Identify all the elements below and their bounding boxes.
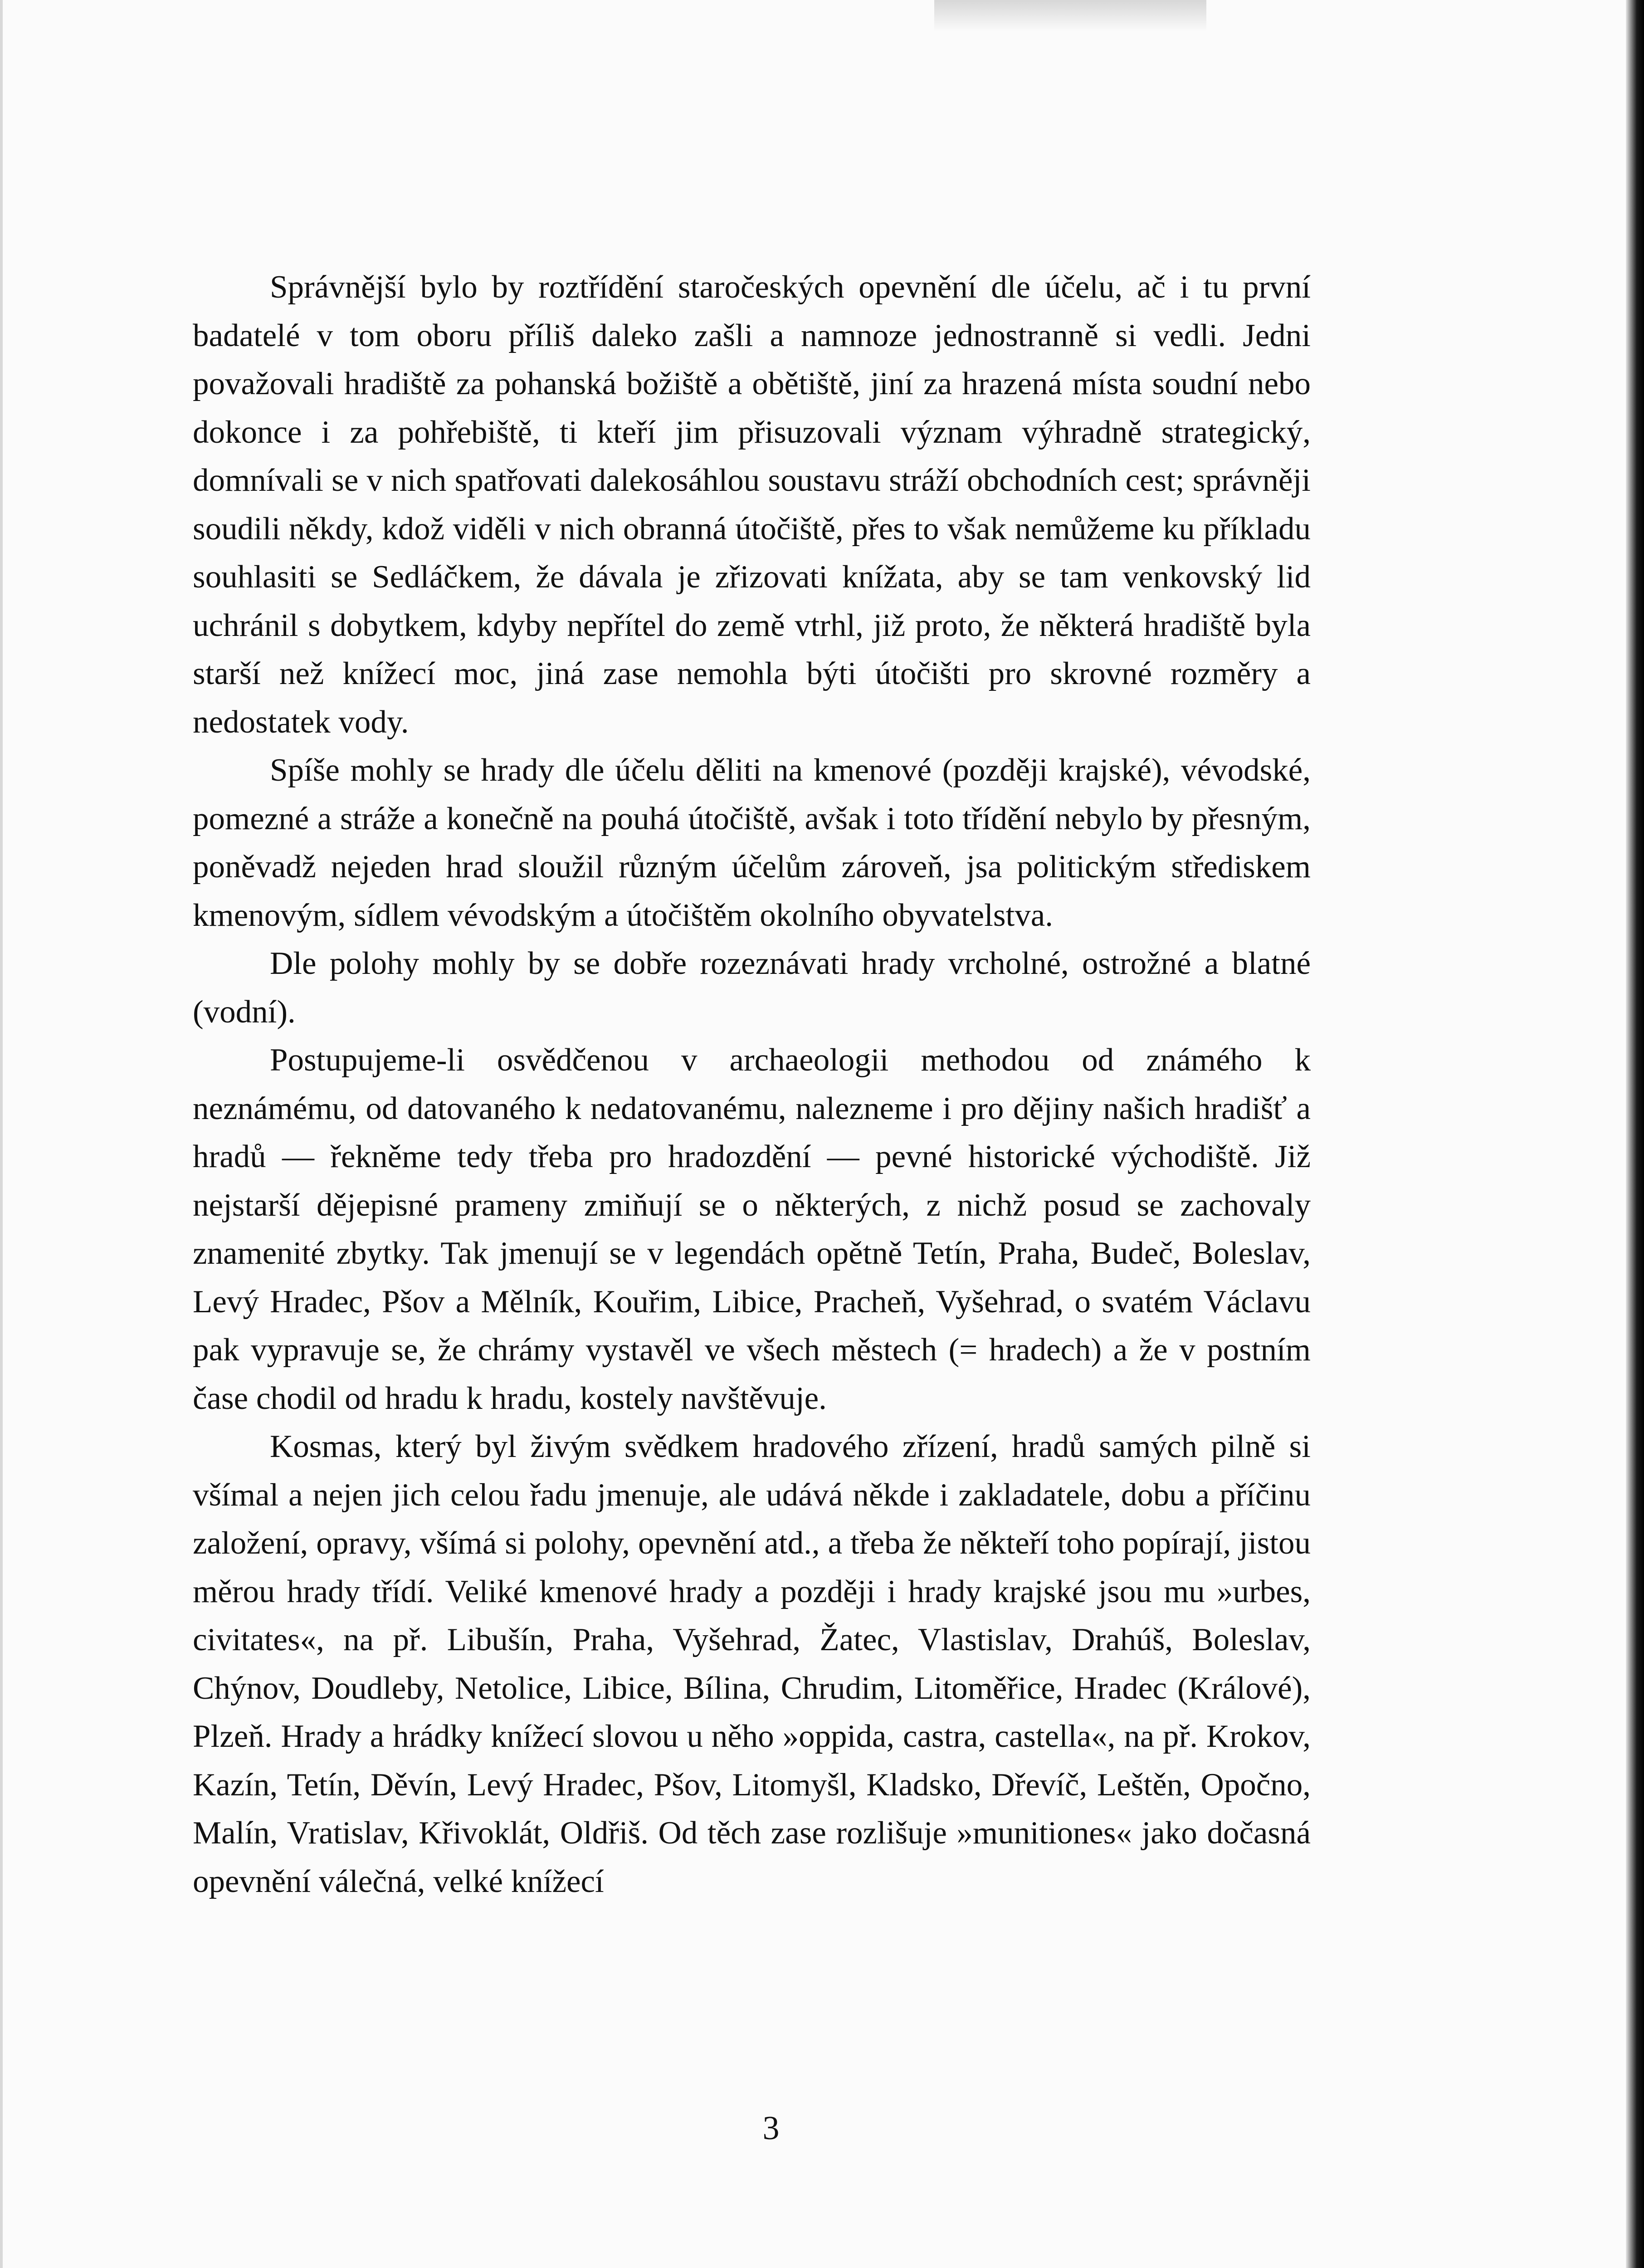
paragraph-2: Spíše mohly se hrady dle účelu děliti na kmenové (později krajské), vévodské, pomezné a stráže a konečně na pouhá útočiště, avšak i toto třídění nebylo by přesným, poněvadž nejeden hrad sloužil různým účelům zároveň, jsa politickým střediskem kmenovým, sídlem vévodským a útočištěm okolního obyvatelstva. xyxy=(193,753,1311,933)
body-text xyxy=(193,263,1311,1906)
scan-top-mark xyxy=(934,0,1206,32)
paragraph-1: Správnější bylo by roztřídění staročeských opevnění dle účelu, ač i tu první badatelé v tom oboru příliš daleko zašli a namnoze jednostranně si vedli. Jedni považovali hradiště za pohanská božiště a obětiště, jiní za hrazená místa soudní nebo dokonce i za pohřebiště, ti kteří jim přisuzovali význam výhradně strategický, domnívali se v nich spatřovati dalekosáhlou soustavu stráží obchodních cest; správněji soudili někdy, kdož viděli v nich obranná útočiště, přes to však nemůžeme ku příkladu souhlasiti se Sedláčkem, že dávala je zřizovati knížata, aby se tam venkovský lid uchránil s dobytkem, kdyby nepřítel do země vtrhl, již proto, že některá hradiště byla starší než knížecí moc, jiná zase nemohla býti útočišti pro skrovné rozměry a nedostatek vody. xyxy=(193,269,1311,740)
page-right-edge xyxy=(1626,0,1644,2268)
paragraph-4: Postupujeme-li osvědčenou v archaeologii methodou od známého k neznámému, od datovaného k nedatovanému, nalezneme i pro dějiny našich hradišť a hradů — řekněme tedy třeba pro hradozdění — pevné historické východiště. Již nejstarší dějepisné prameny zmiňují se o některých, z nichž posud se zachovaly znamenité zbytky. Tak jmenují se v legendách opětně Tetín, Praha, Budeč, Boleslav, Levý Hradec, Pšov a Mělník, Kouřim, Libice, Pracheň, Vyšehrad, o svatém Václavu pak vypravuje se, že chrámy vystavěl ve všech městech (= hradech) a že v postním čase chodil od hradu k hradu, kostely navštěvuje. xyxy=(193,1042,1311,1416)
paragraph-5: Kosmas, který byl živým svědkem hradového zřízení, hradů samých pilně si všímal a nejen jich celou řadu jmenuje, ale udává někde i zakladatele, dobu a příčinu založení, opravy, všímá si polohy, opevnění atd., a třeba že někteří toho popírají, jistou měrou hrady třídí. Veliké kmenové hrady a později i hrady krajské jsou mu »urbes, civitates«, na př. Libušín, Praha, Vyšehrad, Žatec, Vlastislav, Drahúš, Boleslav, Chýnov, Doudleby, Netolice, Libice, Bílina, Chrudim, Litoměřice, Hradec (Králové), Plzeň. Hrady a hrádky knížecí slovou u něho »oppida, castra, castella«, na př. Krokov, Kazín, Tetín, Děvín, Levý Hradec, Pšov, Litomyšl, Kladsko, Dřevíč, Leštěn, Opočno, Malín, Vratislav, Křivoklát, Oldřiš. Od těch zase rozlišuje »munitiones« jako dočasná opevnění válečná, velké knížecí xyxy=(193,1429,1311,1899)
paragraph-3: Dle polohy mohly by se dobře rozeznávati hrady vrcholné, ostrožné a blatné (vodní). xyxy=(193,946,1311,1030)
page-number: 3 xyxy=(762,2110,780,2147)
page-left-edge xyxy=(0,0,3,2268)
